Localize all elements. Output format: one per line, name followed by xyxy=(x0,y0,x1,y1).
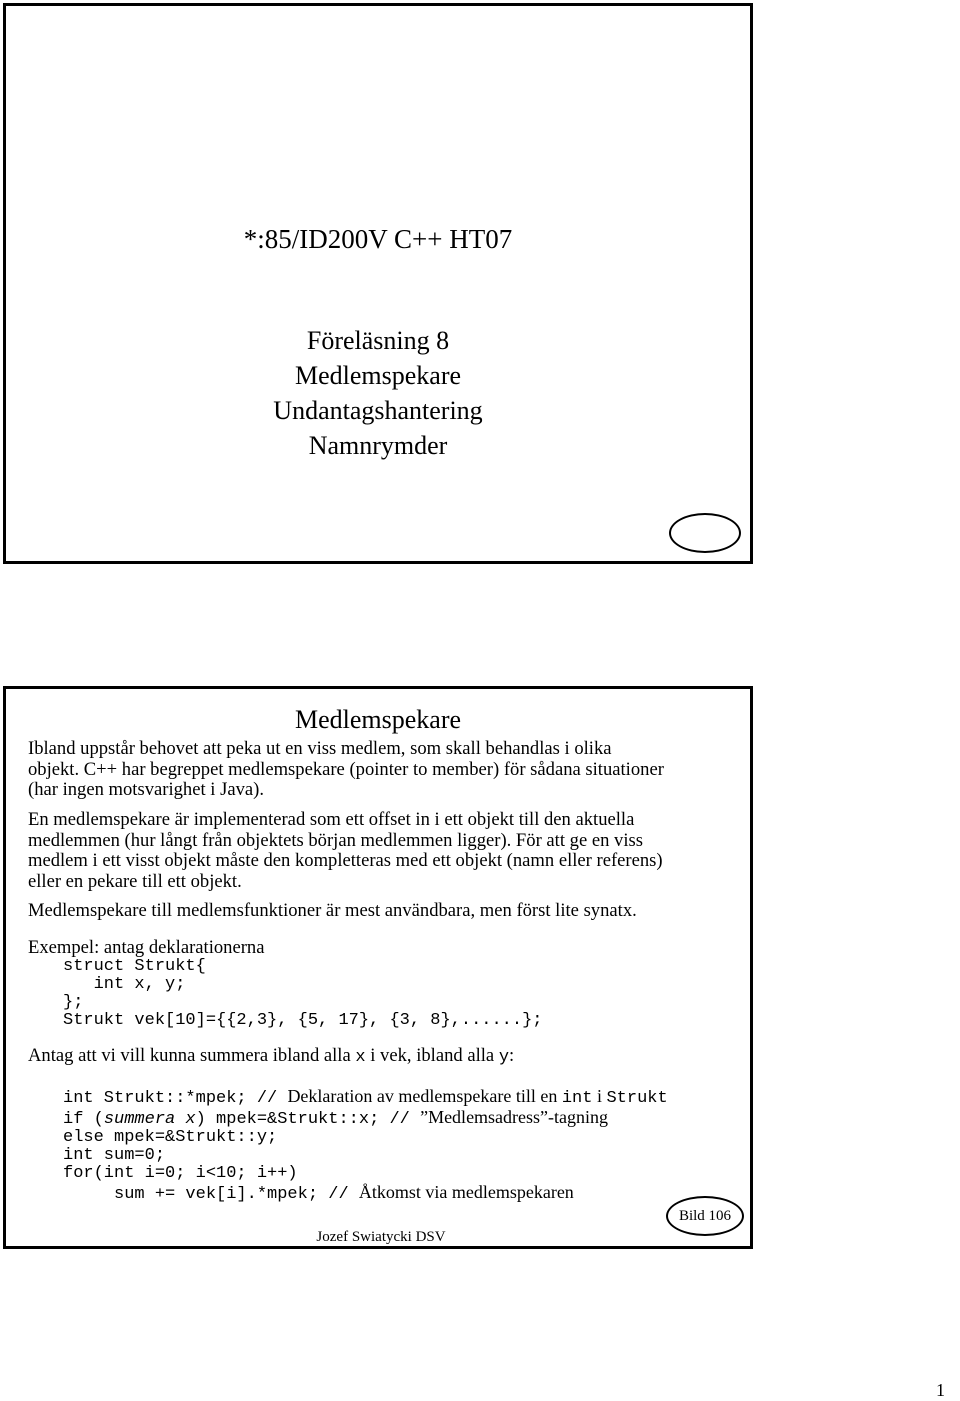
code-line: Strukt vek[10]={{2,3}, {5, 17}, {3, 8},......}; xyxy=(63,1011,543,1030)
text-line: Ibland uppstår behovet att peka ut en viss medlem, som skall behandlas i olika xyxy=(28,738,612,759)
text-line: medlemmen (hur långt från objektets början medlemmen ligger). För att ge en viss xyxy=(28,829,643,851)
slide-title: Medlemspekare xyxy=(294,705,462,734)
code-line: int Strukt::*mpek; // Deklaration av medlemspekare till en int i Strukt xyxy=(63,1086,668,1108)
slide-number-badge: Bild 106 xyxy=(666,1196,744,1236)
inline-code: y xyxy=(498,1048,510,1067)
text-line: (har ingen motsvarighet i Java). xyxy=(28,779,264,800)
paragraph-functions: Medlemspekare till medlemsfunktioner är mest användbara, men först lite synatx. xyxy=(28,900,637,921)
declaration-code xyxy=(63,958,542,1030)
code-line: for(int i=0; i<10; i++) xyxy=(63,1164,298,1183)
inline-code: x xyxy=(355,1048,366,1067)
code-line: struct Strukt{ xyxy=(63,957,206,976)
code-line: else mpek=&Strukt::y; xyxy=(63,1128,278,1147)
topic-line: Föreläsning 8 xyxy=(306,326,450,355)
paragraph-implementation xyxy=(28,810,663,892)
author-footer: Jozef Swiatycki DSV xyxy=(316,1229,446,1245)
text-line: medlem i ett visst objekt måste den kompletteras med ett objekt (namn eller referens) xyxy=(28,850,663,871)
paragraph-intro xyxy=(28,739,664,801)
code-line: int sum=0; xyxy=(63,1146,166,1165)
member-pointer-code xyxy=(63,1087,668,1204)
course-title: *:85/ID200V C++ HT07 xyxy=(243,224,513,254)
topic-line: Namnrymder xyxy=(308,431,448,460)
code-line: sum += vek[i].*mpek; // Åtkomst via medlemspekaren xyxy=(63,1182,574,1204)
lecture-topics xyxy=(6,323,750,463)
paragraph-assume: Antag att vi vill kunna summera ibland alla x i vek, ibland alla y: xyxy=(28,1045,515,1067)
example-label: Exempel: antag deklarationerna xyxy=(28,937,265,958)
text-line: eller en pekare till ett objekt. xyxy=(28,870,242,892)
text-line: objekt. C++ har begreppet medlemspekare (pointer to member) för sådana situationer xyxy=(28,758,664,780)
page-number: 1 xyxy=(936,1380,945,1400)
empty-oval-badge xyxy=(669,513,741,553)
topic-line: Medlemspekare xyxy=(294,361,462,390)
code-line: }; xyxy=(63,993,84,1012)
code-line: if (summera x) mpek=&Strukt::x; // ”Medlemsadress”-tagning xyxy=(63,1107,609,1129)
text-line: En medlemspekare är implementerad som ett offset in i ett objekt till den aktuella xyxy=(28,809,635,830)
content-slide xyxy=(3,686,753,1249)
topic-line: Undantagshantering xyxy=(273,396,483,425)
code-line: int x, y; xyxy=(63,975,186,994)
title-slide xyxy=(3,3,753,564)
